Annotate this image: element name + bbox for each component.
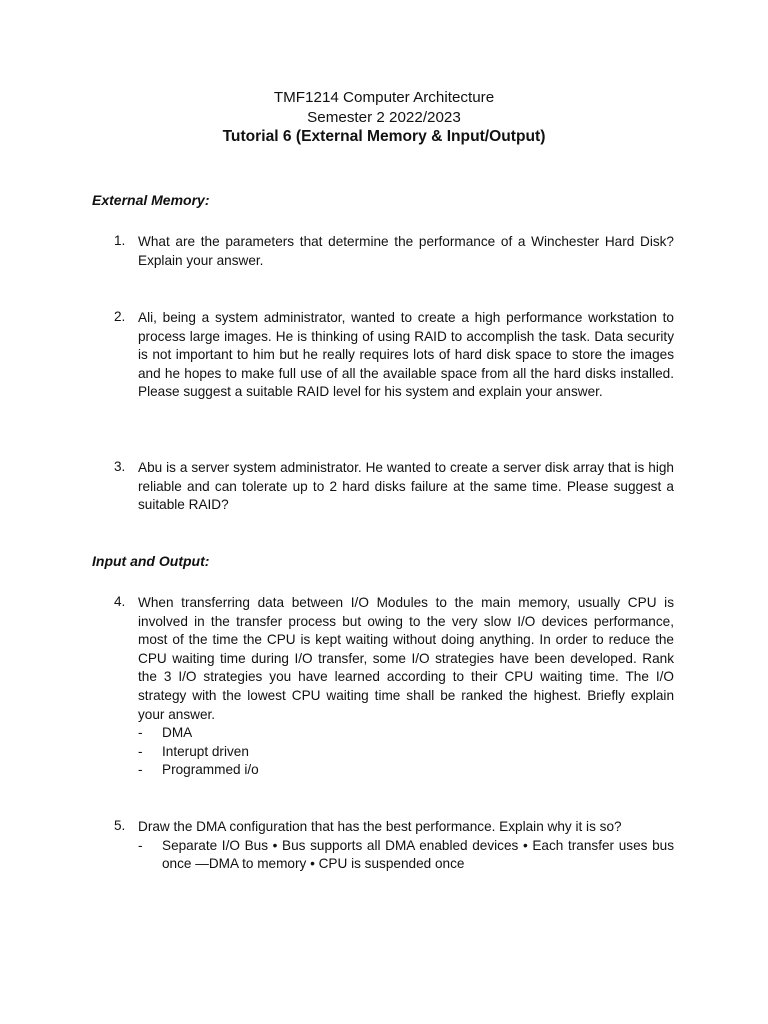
question-number: 2. — [114, 309, 126, 324]
list-item — [138, 743, 674, 762]
question-2 — [114, 309, 674, 402]
semester-line: Semester 2 2022/2023 — [307, 108, 461, 126]
question-5 — [114, 818, 674, 874]
list-item-text: Interupt driven — [162, 743, 249, 759]
question-text: Abu is a server system administrator. He wanted to create a server disk array that is high reliable and can tolerate up to 2 hard disks failure at the same time. Please suggest a suitable RAID? — [138, 460, 674, 513]
list-item-text: Separate I/O Bus • Bus supports all DMA enabled devices • Each transfer uses bus once —DMA to memory • CPU is suspended once — [162, 837, 674, 872]
section-heading-input-output: Input and Output: — [92, 553, 210, 569]
document-header — [0, 88, 768, 147]
bullet-dash: - — [138, 743, 143, 759]
bullet-dash: - — [138, 762, 143, 778]
question-number: 4. — [114, 594, 126, 609]
list-item — [138, 837, 674, 874]
list-item-text: DMA — [162, 725, 193, 741]
bullet-dash: - — [138, 837, 143, 853]
question-text: When transferring data between I/O Modules to the main memory, usually CPU is involved in the transfer process but owing to the very slow I/O devices performance, most of the time the CPU is kept waiting without doing anything. In order to reduce the CPU waiting time during I/O transfer, some I/O strategies have been developed. Rank the 3 I/O strategies you have learned according to their CPU waiting time. The I/O strategy with the lowest CPU waiting time shall be ranked the highest. Briefly explain your answer. — [138, 595, 674, 722]
question-text: Draw the DMA configuration that has the best performance. Explain why it is so? — [138, 819, 622, 834]
list-item — [138, 724, 674, 743]
bullet-dash: - — [138, 725, 143, 741]
question-1 — [114, 233, 674, 270]
question-4 — [114, 594, 674, 780]
tutorial-title: Tutorial 6 (External Memory & Input/Output) — [222, 128, 546, 145]
question-text: Ali, being a system administrator, wanted to create a high performance workstation to process large images. He is thinking of using RAID to accomplish the task. Data security is not important to him but he really requires lots of hard disk space to store the images and he hopes to make full use of all the available space from all the hard disks installed. Please suggest a suitable RAID level for his system and explain your answer. — [138, 310, 674, 400]
question-number: 1. — [114, 233, 126, 248]
answer-list — [138, 837, 674, 874]
list-item — [138, 761, 674, 780]
question-3 — [114, 459, 674, 515]
course-title: TMF1214 Computer Architecture — [273, 89, 495, 106]
list-item-text: Programmed i/o — [162, 762, 259, 778]
strategy-list — [138, 724, 674, 780]
question-number: 3. — [114, 459, 126, 474]
question-number: 5. — [114, 818, 126, 833]
section-heading-external-memory: External Memory: — [92, 192, 210, 208]
question-text: What are the parameters that determine the performance of a Winchester Hard Disk? Explain your answer. — [138, 234, 674, 268]
